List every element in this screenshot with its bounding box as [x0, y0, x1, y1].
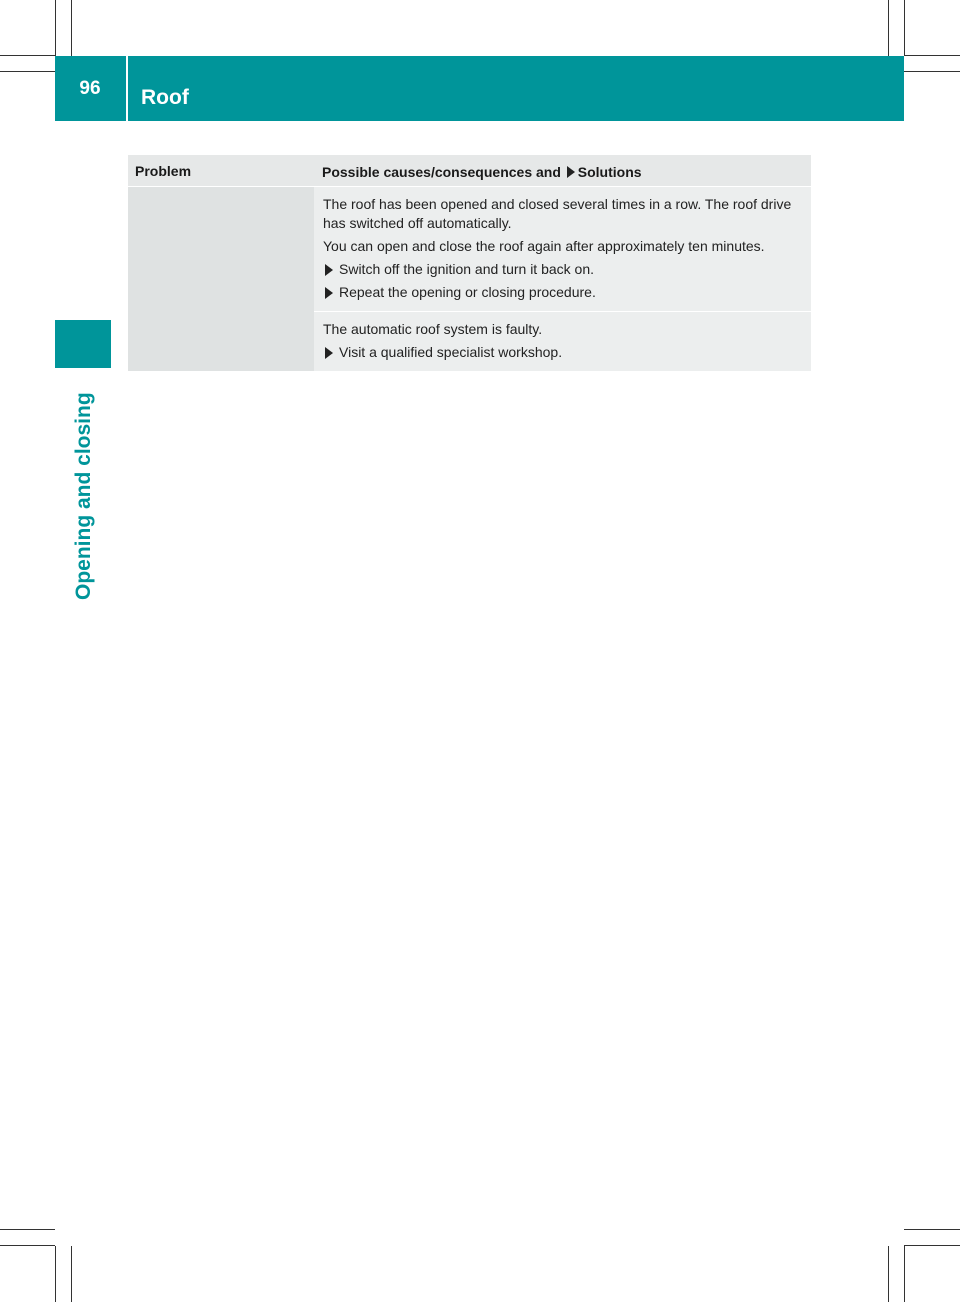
chapter-tab: [55, 320, 111, 368]
solution-step: [323, 260, 799, 279]
arrow-right-icon: [325, 287, 333, 299]
crop-mark: [904, 71, 960, 72]
table-header-row: [128, 155, 811, 187]
solutions-header-suffix: Solutions: [577, 164, 642, 180]
solutions-column: [314, 187, 811, 371]
section-title: Roof: [141, 86, 189, 109]
crop-mark: [0, 1245, 55, 1246]
cause-paragraph: The roof has been opened and closed several times in a row. The roof drive has switched off automatically.: [323, 196, 792, 231]
crop-mark: [0, 1229, 55, 1230]
table-row: [128, 187, 811, 371]
crop-mark: [904, 55, 960, 56]
crop-mark: [0, 71, 55, 72]
crop-mark: [55, 1246, 56, 1302]
crop-mark: [904, 0, 905, 56]
crop-mark: [904, 1229, 960, 1230]
crop-mark: [71, 0, 72, 56]
crop-mark: [888, 1246, 889, 1302]
crop-mark: [904, 1245, 960, 1246]
problem-cell: [128, 187, 314, 371]
cause-paragraph: You can open and close the roof again after approximately ten minutes.: [323, 238, 765, 254]
solution-step: [323, 343, 799, 362]
chapter-label: Opening and closing: [72, 392, 95, 600]
crop-mark: [0, 55, 55, 56]
cause-cell: [314, 311, 811, 371]
solution-step-text: Visit a qualified specialist workshop.: [339, 344, 563, 360]
solution-step: [323, 283, 799, 302]
cause-paragraph: The automatic roof system is faulty.: [323, 321, 543, 337]
crop-mark: [71, 1246, 72, 1302]
arrow-right-icon: [325, 347, 333, 359]
crop-mark: [888, 0, 889, 56]
column-header-problem: Problem: [135, 163, 192, 179]
arrow-right-icon: [325, 264, 333, 276]
solutions-header-prefix: Possible causes/consequences and: [322, 164, 561, 180]
arrow-right-icon: [567, 166, 575, 178]
crop-mark: [55, 0, 56, 56]
troubleshooting-table: [128, 155, 811, 371]
solution-step-text: Switch off the ignition and turn it back on.: [339, 261, 595, 277]
column-header-solutions: [314, 155, 811, 186]
header-divider: [126, 56, 128, 121]
page-number: 96: [79, 77, 101, 99]
cause-cell: [314, 187, 811, 311]
solution-step-text: Repeat the opening or closing procedure.: [339, 284, 596, 300]
crop-mark: [904, 1246, 905, 1302]
